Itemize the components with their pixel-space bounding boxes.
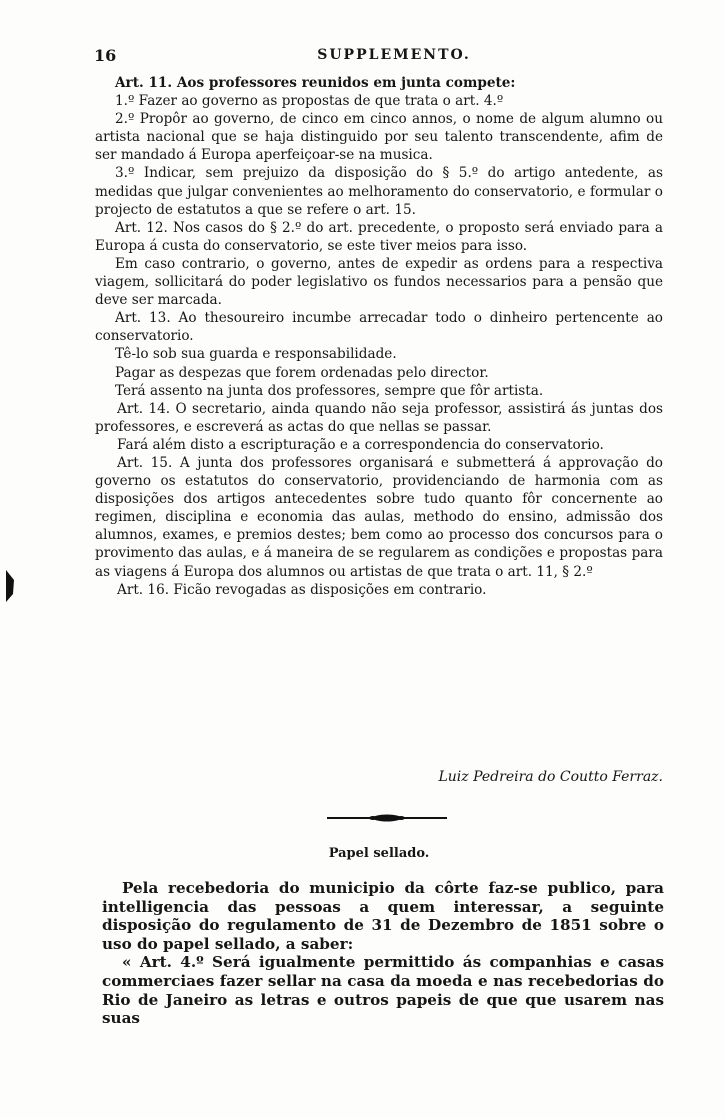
paragraph-art-14: Art. 14. O secretario, ainda quando não seja professor, assistirá ás juntas dos professores, e escreverá as actas do que nellas se passar. — [95, 400, 663, 435]
paragraph-art-14-cont: Fará além disto a escripturação e a correspondencia do conservatorio. — [117, 436, 604, 453]
paragraph-art-15: Art. 15. A junta dos professores organisará e submetterá á approvação do governo os estatutos do conservatorio, providenciando de harmonia com as disposições dos artigos antecedentes sobre tudo quanto fôr concernente ao regimen, disciplina e economia das aulas, methodo do ensino, admissão dos alumnos, exames, e premios destes; bem como ao processo dos concursos para o provimento das aulas, e á maneira de se regularem as condições e propostas para as viagens á Europa dos alumnos ou artistas de que trata o art. 11, § 2.º — [95, 454, 663, 580]
margin-mark-icon — [4, 568, 18, 604]
ornamental-rule-icon — [327, 812, 447, 824]
running-head — [94, 46, 664, 68]
paragraph-art-12-cont: Em caso contrario, o governo, antes de expedir as ordens para a respectiva viagem, sollicitará do poder legislativo os fundos necessarios para a pensão que deve ser marcada. — [95, 255, 663, 309]
paragraph-art-13-payments: Pagar as despezas que forem ordenadas pelo director. — [115, 364, 489, 381]
section-paragraph-art-4: « Art. 4.º Será igualmente permittido ás companhias e casas commerciaes fazer sellar na casa da moeda e nas recebedorias do Rio de Janeiro as letras e outros papeis de que que usarem nas suas — [102, 953, 664, 1028]
paragraph-art-13-seat: Terá assento na junta dos professores, sempre que fôr artista. — [115, 382, 544, 399]
page-number: 16 — [94, 46, 117, 65]
signature: Luiz Pedreira do Coutto Ferraz. — [438, 769, 663, 785]
section-paragraph-intro: Pela recebedoria do municipio da côrte faz-se publico, para intelligencia das pessoas a quem interessar, a seguinte disposição do regulamento de 31 de Dezembro de 1851 sobre o uso do papel sellado, a saber: — [102, 879, 664, 953]
paragraph-art-13: Art. 13. Ao thesoureiro incumbe arrecadar todo o dinheiro pertencente ao conservatorio. — [95, 310, 663, 345]
paragraph-item-1: 1.º Fazer ao governo as propostas de que trata o art. 4.º — [115, 93, 504, 110]
paragraph-art-16: Art. 16. Ficão revogadas as disposições em contrario. — [117, 581, 487, 598]
paragraph-art-13-custody: Tê-lo sob sua guarda e responsabilidade. — [115, 346, 397, 363]
section-title: Papel sellado. — [328, 846, 430, 861]
article-body — [95, 74, 663, 599]
paragraph-art-12: Art. 12. Nos casos do § 2.º do art. precedente, o proposto será enviado para a Europa á custa do conservatorio, se este tiver meios para isso. — [95, 219, 663, 254]
paragraph-item-3: 3.º Indicar, sem prejuizo da disposição do § 5.º do artigo antedente, as medidas que julgar convenientes ao melhoramento do conservatorio, e formular o projecto de estatutos a que se refere o art. 15. — [95, 165, 663, 218]
running-title: SUPPLEMENTO. — [317, 47, 471, 63]
paragraph-art-11: Art. 11. Aos professores reunidos em junta compete: — [115, 75, 516, 91]
paragraph-item-2: 2.º Propôr ao governo, de cinco em cinco annos, o nome de algum alumno ou artista nacional que se haja distinguido por seu talento transcendente, afim de ser mandado á Europa aperfeiçoar-se na musica. — [95, 111, 663, 164]
section-body — [102, 879, 664, 1028]
